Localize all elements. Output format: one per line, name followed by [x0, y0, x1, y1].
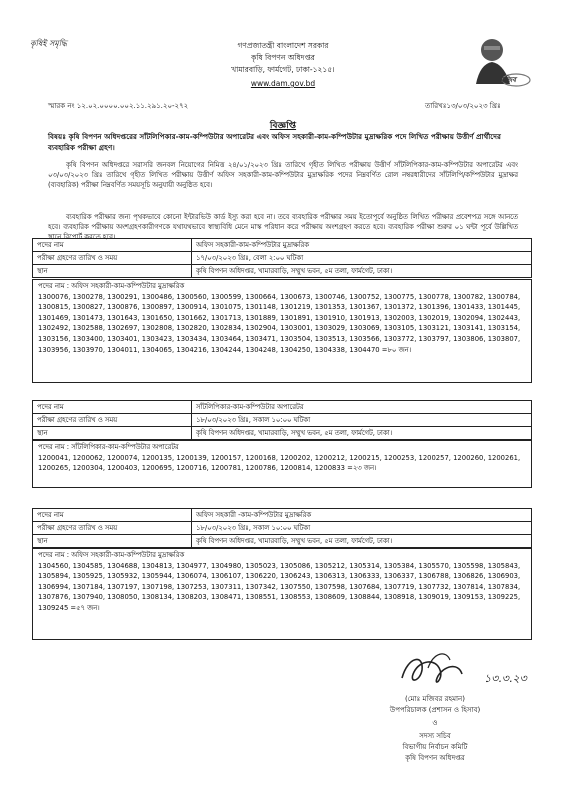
paragraph-1: কৃষি বিপণন অধিদপ্তরে সরাসরি জনবল নিয়োগের নিমিত্ত ২৪/০১/২০২৩ খ্রিঃ তারিখে গৃহীত লিখিত পরীক্ষায় উত্তীর্ণ সাঁটলিপিকার-কাম-কম্পিউটার অপারেটর এবং ০৩/০৩/২০২৩ খ্রিঃ তারিখে গৃহীত লিখিত পরীক্ষায় উত্তীর্ণ অফিস সহকারী-কাম-কম্পিউটার মুদ্রাক্ষরিক পদের নিম্নবর্ণিত রোল নম্বরধারীদের সাঁটলিপি/কম্পিউটার মুদ্রাক্ষর (ব্যবহারিক) পরীক্ষা নিম্নবর্ণিত সময়সূচি অনুযায়ী অনুষ্ঠিত হবে।: [48, 161, 518, 189]
conjunction: ও: [432, 719, 438, 727]
time-label: পরীক্ষা গ্রহণের তারিখ ও সময়: [33, 522, 192, 535]
time-label: পরীক্ষা গ্রহণের তারিখ ও সময়: [33, 252, 192, 265]
schedule-table-2: [32, 400, 532, 440]
schedule-table-1: [32, 238, 532, 278]
roll-numbers: 1300076, 1300278, 1300291, 1300486, 1300560, 1300599, 1300664, 1300673, 1300746, 1300752, 1300775, 1300778, 1300782, 1300784, 1300815, 1300827, 1300876, 1300897, 1300914, 1301075, 1301148, 1301219, 1301353, 1301367, 1301372, 1301396, 1301433, 1301445, 1301469, 1301473, 1301643, 1301650, 1301662, 1301713, 1301889, 1301891, 1301910, 1301913, 1302003, 1302019, 1302094, 1302443, 1302492, 1302588, 1302697, 1302808, 1302820, 1302834, 1302904, 1303001, 1303029, 1303069, 1303105, 1303121, 1303141, 1303154, 1303156, 1303400, 1303401, 1303423, 1303434, 1303464, 1303471, 1303504, 1303513, 1303566, 1303772, 1303797, 1303806, 1303807, 1303956, 1303970, 1304011, 1304065, 1304216, 1304244, 1304248, 1304250, 1304338, 1304470 =৮০ জন।: [38, 292, 521, 354]
signature-date: ১৩.৩.২৩: [484, 672, 527, 685]
post-label: পদের নাম: [33, 401, 192, 414]
roll-numbers: 1304560, 1304585, 1304688, 1304813, 1304977, 1304980, 1305023, 1305086, 1305212, 1305314, 1305384, 1305570, 1305598, 1305843, 1305894, 1305925, 1305932, 1305944, 1306074, 1306107, 1306220, 1306243, 1306313, 1306333, 1306337, 1306788, 1306826, 1306903, 1306994, 1307184, 1307197, 1307198, 1307253, 1307311, 1307342, 1307550, 1307598, 1307684, 1307719, 1307732, 1307814, 1307834, 1307876, 1307940, 1308050, 1308134, 1308203, 1308471, 1308551, 1308553, 1308609, 1308844, 1308918, 1309019, 1309153, 1309225, 1309245 =৫৭ জন।: [38, 561, 521, 612]
time-value: ১৭/০৩/২০২৩ খ্রিঃ, বেলা ২:০০ ঘটিকা: [192, 252, 532, 265]
place-value: কৃষি বিপণন অধিদপ্তর, খামারবাড়ি, সম্মুখ ভবন, ৫ম তলা, ফার্মগেট, ঢাকা।: [192, 535, 532, 548]
roll-list-1: [32, 279, 532, 383]
photo-caption: মুজিব: [500, 76, 517, 84]
committee-name: বিভাগীয় নির্বাচন কমিটি: [402, 743, 468, 751]
notice-title: বিজ্ঞপ্তি: [269, 121, 297, 131]
website-link[interactable]: www.dam.gov.bd: [250, 79, 316, 88]
post-value: অফিস সহকারী -কাম-কম্পিউটার মুদ্রাক্ষরিক: [192, 509, 532, 522]
place-value: কৃষি বিপণন অধিদপ্তর, খামারবাড়ি, সম্মুখ ভবন, ৫ম তলা, ফার্মগেট, ঢাকা।: [192, 427, 532, 440]
table-row: [33, 509, 532, 522]
place-value: কৃষি বিপণন অধিদপ্তর, খামারবাড়ি, সম্মুখ ভবন, ৫ম তলা, ফার্মগেট, ঢাকা।: [192, 265, 532, 278]
table-row: [33, 252, 532, 265]
post-label: পদের নাম: [33, 239, 192, 252]
roll-list-title: পদের নাম : অফিস সহকারী-কাম-কম্পিউটার মুদ্রাক্ষরিক: [38, 551, 185, 559]
post-label: পদের নাম: [33, 509, 192, 522]
subject: বিষয়ঃ কৃষি বিপণন অধিদপ্তরের সাঁটলিপিকার-কাম-কম্পিউটার অপারেটর এবং অফিস সহকারী-কাম-কম্পিউটার মুদ্রাক্ষরিক পদে লিখিত পরীক্ষায় উত্তীর্ণ প্রার্থীদের ব্যবহারিক পরীক্ষা গ্রহণ।: [48, 132, 501, 152]
time-value: ১৮/০৩/২০২৩ খ্রিঃ, সকাল ১০:০০ ঘটিকা: [192, 522, 532, 535]
date: তারিখঃ১৩/০৩/২০২৩ খ্রিঃ: [425, 102, 501, 110]
place-label: স্থান: [33, 535, 192, 548]
roll-numbers: 1200041, 1200062, 1200074, 1200135, 1200139, 1200157, 1200168, 1200202, 1200212, 1200215, 1200253, 1200257, 1200260, 1200261, 1200265, 1200304, 1200403, 1200695, 1200716, 1200781, 1200786, 1200814, 1200833 =২৩ জন।: [38, 453, 521, 473]
table-row: [33, 414, 532, 427]
roll-list-title: পদের নাম : সাঁটলিপিকার-কাম-কম্পিউটার অপারেটর: [38, 443, 179, 451]
slogan: কৃষিই সমৃদ্ধি: [30, 39, 67, 48]
table-row: [33, 401, 532, 414]
place-label: স্থান: [33, 265, 192, 278]
signatory-designation: উপপরিচালক (প্রশাসন ও হিসাব): [389, 706, 481, 714]
signatory-role: সদস্য সচিব: [419, 732, 451, 740]
table-row: [33, 239, 532, 252]
table-row: [33, 265, 532, 278]
place-label: স্থান: [33, 427, 192, 440]
memo-number: স্মারক নং ১২.০২.০০০০.০০২.১১.২৯১.২০-২৭২: [48, 102, 189, 110]
department-name: কৃষি বিপণন অধিদপ্তর: [251, 53, 315, 62]
roll-list-title: পদের নাম : অফিস সহকারী-কাম-কম্পিউটার মুদ্রাক্ষরিক: [38, 282, 185, 290]
time-label: পরীক্ষা গ্রহণের তারিখ ও সময়: [33, 414, 192, 427]
table-row: [33, 535, 532, 548]
post-value: সাঁটলিপিকার-কাম-কম্পিউটার অপারেটর: [192, 401, 532, 414]
roll-list-3: [32, 548, 532, 640]
paragraph-2: ব্যবহারিক পরীক্ষার জন্য পৃথকভাবে কোনো ইন্টারভিউ কার্ড ইস্যু করা হবে না। তবে ব্যবহারিক পরীক্ষার সময় ইতোপূর্বে অনুষ্ঠিত লিখিত পরীক্ষার প্রবেশপত্র সঙ্গে আনতে হবে। ব্যবহারিক পরীক্ষায় অংশগ্রহণকারীগণকে যথাযথভাবে স্বাস্থ্যবিধি মেনে মাস্ক পরিধান করে পরীক্ষায় অংশগ্রহণ করতে হবে। ব্যবহারিক পরীক্ষা শুরুর ০১ ঘন্টা পূর্বে উল্লিখিত স্থানে রিপোর্ট করতে হবে।: [48, 213, 518, 241]
address: খামারবাড়ি, ফার্মগেট, ঢাকা-১২১৫।: [231, 65, 335, 74]
table-row: [33, 427, 532, 440]
govt-name: গণপ্রজাতন্ত্রী বাংলাদেশ সরকার: [237, 41, 329, 50]
office-name: কৃষি বিপণন অধিদপ্তর: [405, 754, 465, 762]
portrait-logo: [470, 30, 532, 92]
time-value: ১৮/০৩/২০২৩ খ্রিঃ, সকাল ১০:০০ ঘটিকা: [192, 414, 532, 427]
signature: [388, 648, 528, 696]
post-value: অফিস সহকারী-কাম-কম্পিউটার মুদ্রাক্ষরিক: [192, 239, 532, 252]
table-row: [33, 522, 532, 535]
schedule-table-3: [32, 508, 532, 548]
roll-list-2: [32, 440, 532, 488]
signatory-name: (মোঃ মজিবর রহমান): [405, 695, 465, 703]
